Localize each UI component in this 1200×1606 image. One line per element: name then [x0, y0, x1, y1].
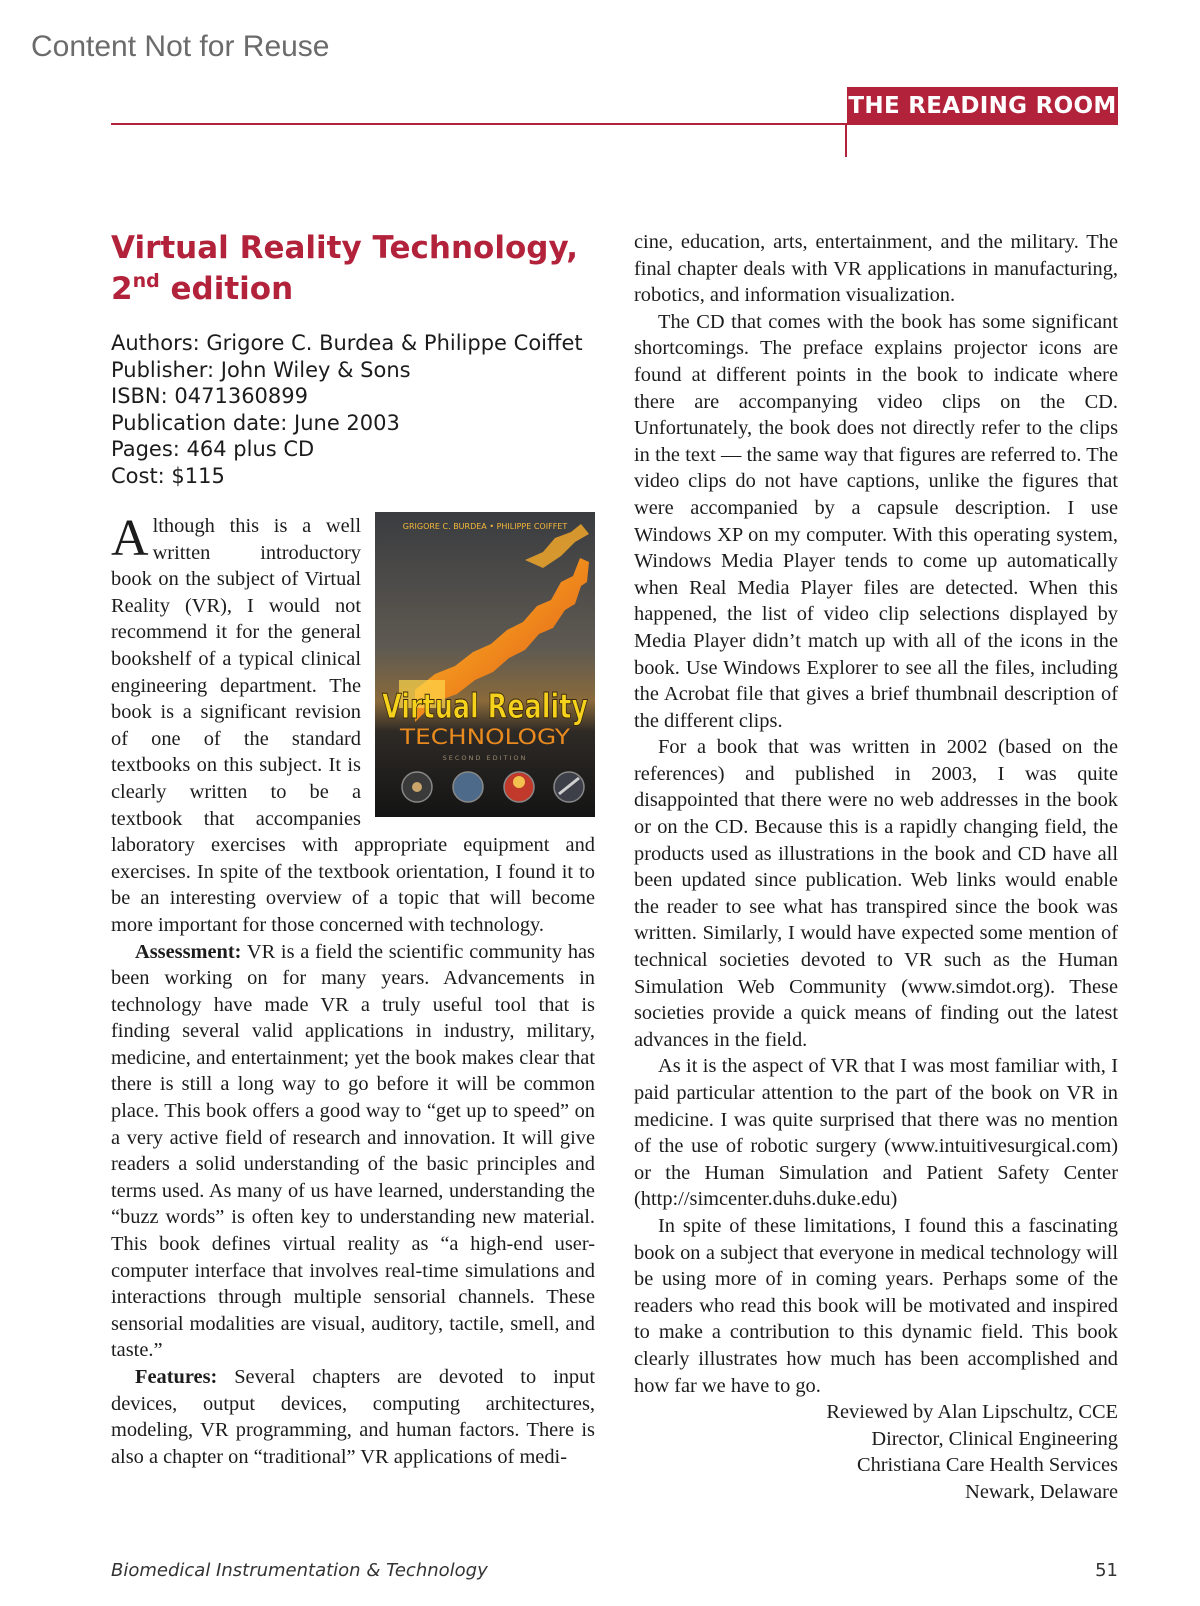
- web-paragraph: For a book that was written in 2002 (based on the references) and published in 2003, I was quite disappointed that there were no web addresses in the book or on the CD. Because this is a rapidly changing field, the products used as illustrations in the book and CD have all been updated since publication. Web links would enable the reader to see what has transpired since the book was written. Similarly, I would have expected some mention of technical societies devoted to VR such as the Human Simulation Web Community (www.simdot.org). These societies provide a quick means of finding out the latest advances in the field.: [634, 736, 1118, 1051]
- book-cover-image: [375, 512, 595, 817]
- medicine-paragraph: As it is the aspect of VR that I was most familiar with, I paid particular attention to the part of the book on VR in medicine. I was quite surprised that there was no mention of the use of robotic surgery (www.intuitivesurgical.com) or the Human Simulation and Patient Safety Center (http://simcenter.duhs.duke.edu): [634, 1055, 1118, 1211]
- reviewer-title: Director, Clinical Engineering: [871, 1427, 1118, 1450]
- page-number: 51: [1095, 1560, 1118, 1581]
- cover-title: Virtual Reality: [382, 687, 588, 727]
- left-column: [111, 510, 595, 1470]
- features-paragraph: [111, 1364, 595, 1470]
- right-column: [634, 229, 1118, 1506]
- reviewer-location: Newark, Delaware: [965, 1480, 1118, 1503]
- cover-subtitle: TECHNOLOGY: [398, 725, 571, 749]
- article-title: [111, 228, 591, 310]
- book-publication-date: Publication date: June 2003: [111, 410, 400, 435]
- assessment-label: Assessment:: [135, 940, 242, 963]
- header-rule-tick: [845, 123, 847, 157]
- continued-paragraph: cine, education, arts, entertainment, and the military. The final chapter deals with VR applications in manufacturing, robotics, and information visualization.: [634, 231, 1118, 307]
- journal-name: Biomedical Instrumentation & Technology: [111, 1560, 488, 1581]
- book-cost: Cost: $115: [111, 463, 225, 488]
- features-text: Several chapters are devoted to input devices, output devices, computing architectures, modeling, VR programming, and human factors. There is also a chapter on “traditional” VR applications of medi-: [111, 1366, 595, 1468]
- title-line-1: Virtual Reality Technology,: [111, 230, 579, 266]
- assessment-text: VR is a field the scientific community has been working on for many years. Advancements in technology have made VR a truly useful tool that is finding several valid applications in industry, military, medicine, and entertainment; yet the book makes clear that there is still a long way to go before it will be common place. This book offers a good way to “get up to speed” on a very active field of research and innovation. It will give readers a solid understanding of the basic principles and terms used. As many of us have learned, understanding the “buzz words” is often key to understanding new material. This book defines virtual reality as “a high-end user-computer interface that involves real-time simulations and interactions through multiple sensorial channels. These sensorial modalities are visual, auditory, tactile, smell, and taste.”: [111, 940, 595, 1362]
- title-edition-number: 2: [111, 271, 133, 307]
- book-publisher: Publisher: John Wiley & Sons: [111, 357, 411, 382]
- features-label: Features:: [135, 1366, 218, 1388]
- title-edition-superscript: nd: [132, 270, 160, 292]
- assessment-paragraph: [111, 939, 595, 1365]
- conclusion-paragraph: In spite of these limitations, I found this a fascinating book on a subject that everyone in medical technology will be using more of in coming years. Perhaps some of the readers who read this book will be motivated and inspired to make a contribution to this dynamic field. This book clearly illustrates how much has been accomplished and how far we have to go.: [634, 1214, 1118, 1397]
- section-tag: THE READING ROOM: [847, 87, 1118, 125]
- cover-edition: SECOND EDITION: [442, 754, 528, 762]
- header-rule: [111, 123, 846, 125]
- cover-image-circle-1: [453, 772, 483, 802]
- reviewer-organization: Christiana Care Health Services: [856, 1454, 1118, 1477]
- drop-cap: A: [111, 510, 149, 567]
- cover-authors: GRIGORE C. BURDEA • PHILIPPE COIFFET: [402, 522, 568, 531]
- book-isbn: ISBN: 0471360899: [111, 384, 308, 408]
- cd-paragraph: The CD that comes with the book has some significant shortcomings. The preface explains projector icons are found at different points in the book to indicate where there are accompanying video clips on the CD. Unfortunately, the book does not directly refer to the clips in the text — the same way that figures are referred to. The video clips do not have captions, unlike the figures that were accompanied by a capsule description. I use Windows XP on my computer. With this operating system, Windows Media Player tends to come up automatically when Real Media Player files are detected. When this happened, the list of video clip selections displayed by Media Player didn’t match up with all of the icons in the book. Use Windows Explorer to see all the files, including the Acrobat file that gives a brief thumbnail description of the different clips.: [634, 310, 1118, 732]
- book-details: [111, 330, 583, 489]
- title-edition-word: edition: [159, 271, 294, 307]
- watermark: Content Not for Reuse: [31, 30, 330, 63]
- reviewer-name: Reviewed by Alan Lipschultz, CCE: [826, 1401, 1118, 1424]
- book-authors: Authors: Grigore C. Burdea & Philippe Coiffet: [111, 331, 583, 355]
- intro-text: lthough this is a well written introductory book on the subject of Virtual Reality (VR), I would not recommend it for the general bookshelf of a typical clinical engineering department. The book is a significant revision of one of the standard textbooks on this subject. It is clearly written to be a textbook that accompanies laboratory exercises with appropriate equipment and exercises. In spite of the textbook orientation, I found it to be an interesting overview of a topic that will become more important for those concerned with technology.: [111, 515, 595, 936]
- book-pages: Pages: 464 plus CD: [111, 437, 315, 461]
